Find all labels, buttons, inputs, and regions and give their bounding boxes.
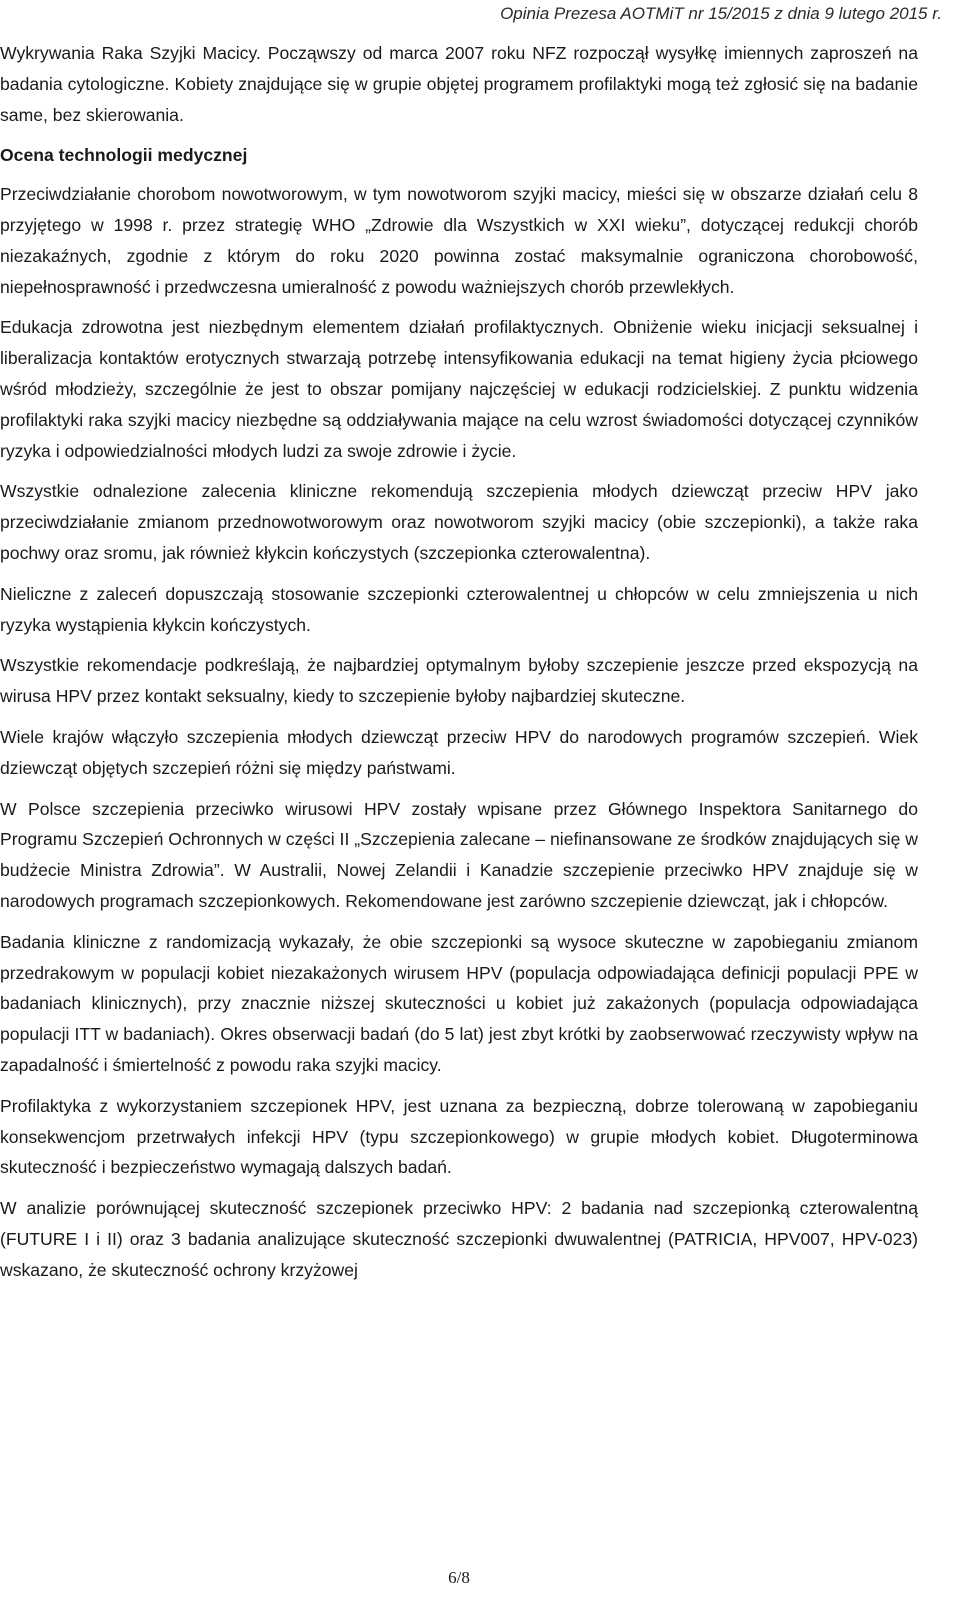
paragraph: Przeciwdziałanie chorobom nowotworowym, w tym nowotworom szyjki macicy, mieści się w obszarze działań celu 8 przyjętego w 1998 r. przez strategię WHO „Zdrowie dla Wszystkich w XXI wieku”, dotyczącej redukcji chorób niezakaźnych, zgodnie z którym do roku 2020 powinna zostać maksymalnie ograniczona chorobowość, niepełnosprawność i przedwczesna umieralność z powodu ważniejszych chorób przewlekłych. (0, 184, 918, 297)
paragraph: Profilaktyka z wykorzystaniem szczepionek HPV, jest uznana za bezpieczną, dobrze tolerowaną w zapobieganiu konsekwencjom przetrwałych infekcji HPV (typu szczepionkowego) w grupie młodych kobiet. Długoterminowa skuteczność i bezpieczeństwo wymagają dalszych badań. (0, 1095, 918, 1178)
paragraph: Nieliczne z zaleceń dopuszczają stosowanie szczepionki czterowalentnej u chłopców w celu zmniejszenia u nich ryzyka wystąpienia kłykcin kończystych. (0, 583, 918, 635)
paragraph: W Polsce szczepienia przeciwko wirusowi HPV zostały wpisane przez Głównego Inspektora Sanitarnego do Programu Szczepień Ochronnych w części II „Szczepienia zalecane – niefinansowane ze środków znajdujących się w budżecie Ministra Zdrowia”. W Australii, Nowej Zelandii i Kanadzie szczepienie przeciwko HPV znajduje się w narodowych programach szczepionkowych. Rekomendowane jest zarówno szczepienie dziewcząt, jak i chłopców. (0, 798, 918, 911)
paragraph: Badania kliniczne z randomizacją wykazały, że obie szczepionki są wysoce skuteczne w zapobieganiu zmianom przedrakowym w populacji kobiet niezakażonych wirusem HPV (populacja odpowiadająca definicji populacji PPE w badaniach klinicznych), przy znacznie niższej skuteczności u kobiet już zakażonych (populacja odpowiadająca populacji ITT w badaniach). Okres obserwacji badań (do 5 lat) jest zbyt krótki by zaobserwować rzeczywisty wpływ na zapadalność i śmiertelność z powodu raka szyjki macicy. (0, 931, 918, 1075)
document-body (0, 38, 918, 1295)
paragraph: Wszystkie odnalezione zalecenia kliniczne rekomendują szczepienia młodych dziewcząt przeciw HPV jako przeciwdziałanie zmianom przednowotworowym oraz nowotworom szyjki macicy (obie szczepionki), a także raka pochwy oraz sromu, jak również kłykcin kończystych (szczepionka czterowalentna). (0, 481, 918, 563)
paragraph: Wiele krajów włączyło szczepienia młodych dziewcząt przeciw HPV do narodowych programów szczepień. Wiek dziewcząt objętych szczepień różni się między państwami. (0, 726, 918, 778)
paragraph: Wszystkie rekomendacje podkreślają, że najbardziej optymalnym byłoby szczepienie jeszcze przed ekspozycją na wirusa HPV przez kontakt seksualny, kiedy to szczepienie byłoby najbardziej skuteczne. (0, 655, 918, 707)
running-header: Opinia Prezesa AOTMiT nr 15/2015 z dnia 9 lutego 2015 r. (500, 4, 942, 23)
paragraph: W analizie porównującej skuteczność szczepionek przeciwko HPV: 2 badania nad szczepionką czterowalentną (FUTURE I i II) oraz 3 badania analizujące skuteczność szczepionki dwuwalentnej (PATRICIA, HPV007, HPV-023) wskazano, że skuteczność ochrony krzyżowej (0, 1198, 918, 1280)
page-number: 6/8 (448, 1568, 470, 1587)
paragraph: Wykrywania Raka Szyjki Macicy. Począwszy od marca 2007 roku NFZ rozpoczął wysyłkę imiennych zaproszeń na badania cytologiczne. Kobiety znajdujące się w grupie objętej programem profilaktyki mogą też zgłosić się na badanie same, bez skierowania. (0, 43, 918, 125)
section-heading: Ocena technologii medycznej (0, 145, 248, 166)
paragraph: Edukacja zdrowotna jest niezbędnym elementem działań profilaktycznych. Obniżenie wieku inicjacji seksualnej i liberalizacja kontaktów erotycznych stwarzają potrzebę intensyfikowania edukacji na temat higieny życia płciowego wśród młodzieży, szczególnie że jest to obszar pomijany najczęściej w edukacji rodzicielskiej. Z punktu widzenia profilaktyki raka szyjki macicy niezbędne są oddziaływania mające na celu wzrost świadomości dotyczącej czynników ryzyka i odpowiedzialności młodych ludzi za swoje zdrowie i życie. (0, 317, 918, 461)
